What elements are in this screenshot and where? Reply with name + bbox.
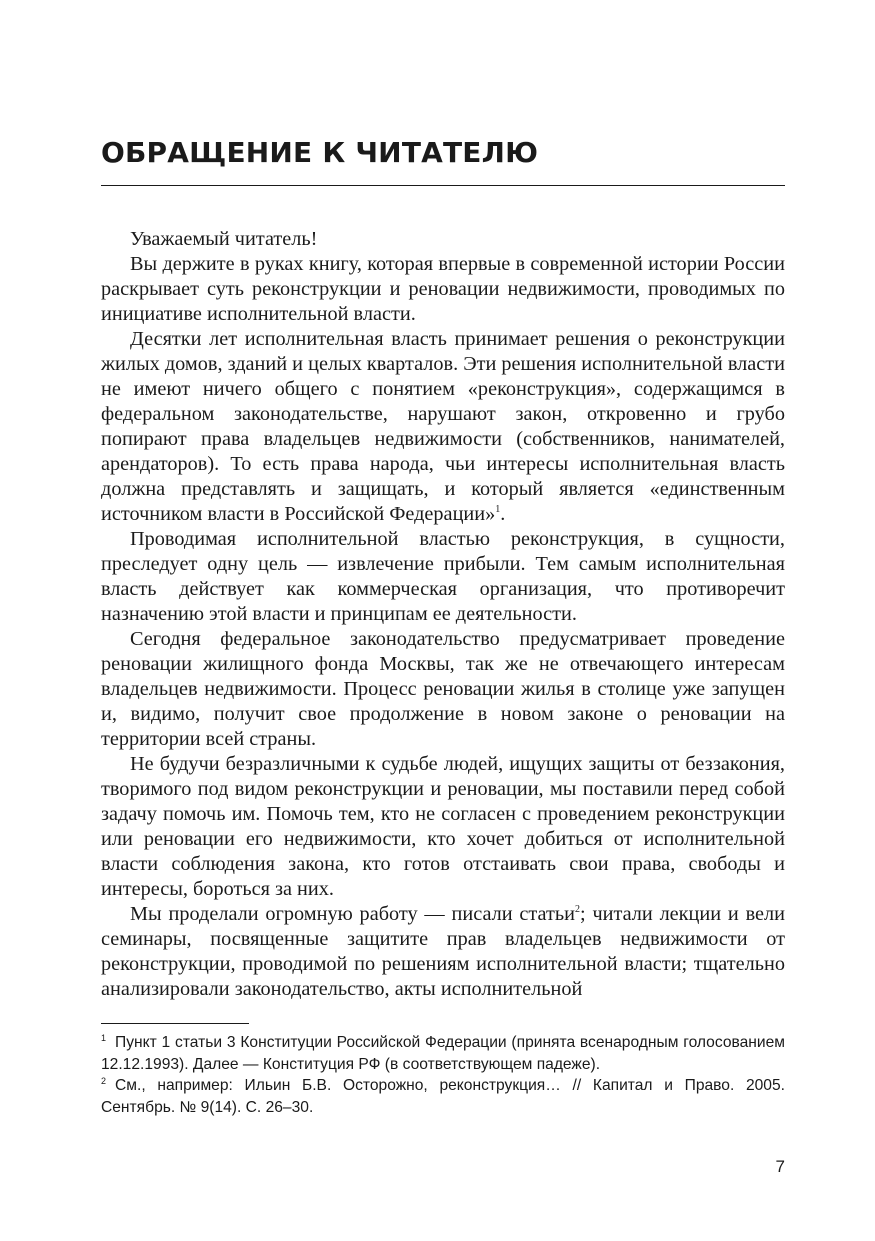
paragraph-text: Десятки лет исполнительная власть принимает решения о реконструкции жилых домов, зданий и целых кварталов. Эти решения исполнительной власти не имеют ничего общего с понятием «реконструкция», содержащимся в федеральном законодательстве, нарушают закон, откровенно и грубо попирают права владельцев недвижимости (собственников, нанимателей, арендаторов). То есть права народа, чьи интересы исполнительная власть должна представлять и защищать, и который является «единственным источником власти в Российской Федерации» [101,328,785,525]
paragraph [101,327,785,527]
sentence-end: . [500,503,506,525]
footnote-text: См., например: Ильин Б.В. Осторожно, реконструкция… // Капитал и Право. 2005. Сентябрь. № 9(14). С. 26–30. [101,1077,785,1116]
paragraph: Уважаемый читатель! [130,228,318,250]
footnote [101,1032,785,1075]
footnote [101,1075,785,1118]
footnote-ref: 2 [575,904,580,915]
footnote-separator [101,1023,249,1024]
paragraph: Вы держите в руках книгу, которая впервые в современной истории России раскрывает суть реконструкции и реновации недвижимости, проводимых по инициативе исполнительной власти. [101,253,785,325]
title-underline [101,185,785,186]
footnote-ref: 1 [495,504,501,515]
body-text [101,227,785,1002]
paragraph: Проводимая исполнительной властью реконструкция, в сущности, преследует одну цель — извлечение прибыли. Тем самым исполнительная власть действует как коммерческая организация, что противоречит назначению этой власти и принципам ее деятельности. [101,528,785,625]
paragraph: Не будучи безразличными к судьбе людей, ищущих защиты от беззакония, творимого под видом реконструкции и реновации, мы поставили перед собой задачу помочь им. Помочь тем, кто не согласен с проведением реконструкции или реновации его недвижимости, кто хочет добиться от исполнительной власти соблюдения закона, кто готов отстаивать свои права, свободы и интересы, бороться за них. [101,753,785,900]
paragraph-text: ; читали лекции и вели семинары, посвященные защитите прав владельцев недвижимости от реконструкции, проводимой по решениям исполнительной власти; тщательно анализировали законодательство, акты исполнительной [101,903,785,1000]
footnotes [101,1032,785,1118]
paragraph [101,902,785,1002]
page-number: 7 [775,1157,785,1176]
paragraph: Сегодня федеральное законодательство предусматривает проведение реновации жилищного фонда Москвы, так же не отвечающего интересам владельцев недвижимости. Процесс реновации жилья в столице уже запущен и, видимо, получит свое продолжение в новом законе о реновации на территории всей страны. [101,628,785,750]
page-title: ОБРАЩЕНИЕ К ЧИТАТЕЛЮ [101,136,539,169]
footnote-mark: 1 [101,1033,107,1043]
footnote-mark: 2 [101,1076,107,1086]
paragraph-text: Мы проделали огромную работу — писали статьи [130,903,575,925]
footnote-text: Пункт 1 статьи 3 Конституции Российской Федерации (принята всенародным голосованием 12.12.1993). Далее — Конституция РФ (в соответствующем падеже). [101,1034,785,1073]
